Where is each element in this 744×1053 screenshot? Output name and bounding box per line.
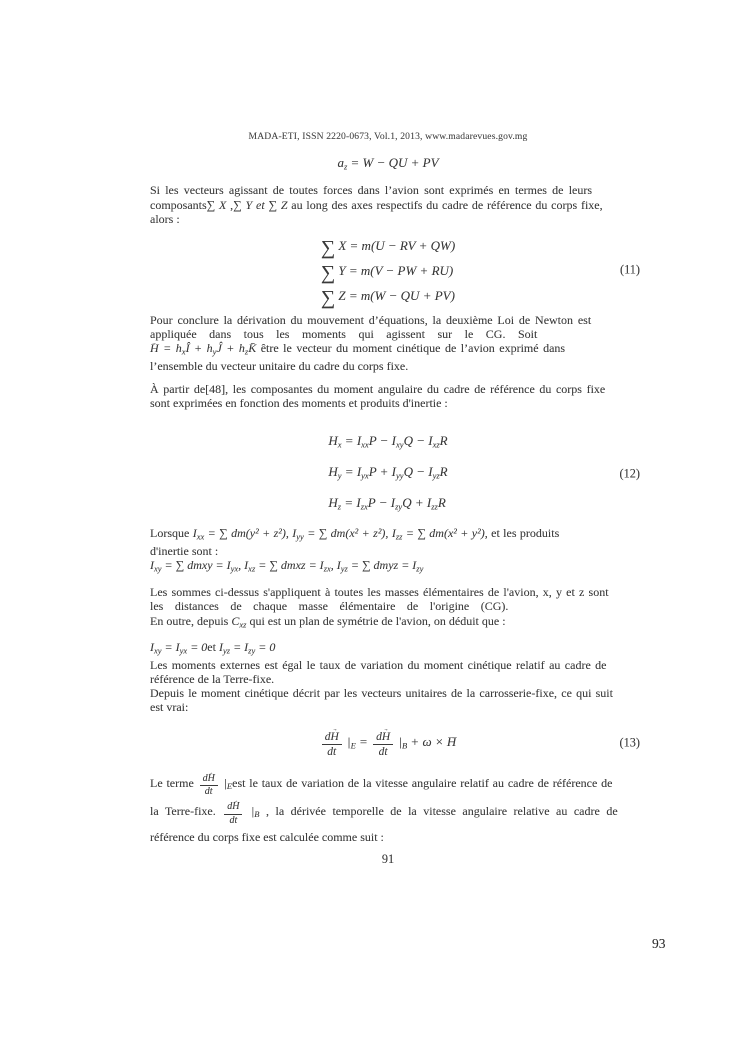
text-line: H → = $h_xÎ$ + $h_yĴ$ + $h_zK̄$ être le vecteur du moment cinétique de l’avion exprimé dans [150, 341, 626, 359]
text-line: référence de la Terre-fixe. [150, 672, 275, 686]
paragraph-newton [150, 313, 626, 373]
paragraph-inertia-definitions [150, 526, 626, 577]
text-line: la Terre-fixe. $\frac{dH \to}{dt}$ $|_B$ , la dérivée temporelle de la vitesse angulaire relative au cadre de [150, 798, 626, 826]
text-line: d'inertie sont : [150, 543, 219, 558]
fraction: $\frac{dH \to}{dt}$ [322, 727, 342, 758]
text-line: $I_{xy}$ = ∑ dmxy = $I_{yx}$, $I_{xz}$ = ∑ dmxz = $I_{zx}$, $I_{yz}$ = ∑ dmyz = $I_{zy}$ [150, 558, 424, 574]
line-inertia-zero [150, 640, 626, 658]
text-line: sont exprimées en fonction des moments et produits d'inertie : [150, 396, 448, 411]
text-line: ∑ Y = m(V − PW + RU) [320, 261, 454, 284]
equation-block-12 [150, 427, 640, 521]
vector-symbol: H → [150, 341, 159, 355]
paragraph-angular-components [150, 382, 626, 410]
text-line: $H_z = I_{zx}P - I_{zy}Q + I_{zz}R$ [328, 495, 446, 512]
text-line: $H_x = I_{xx}P - I_{xy}Q - I_{xz}R$ [328, 432, 448, 449]
folio-number: 93 [652, 936, 666, 951]
equation-number-12: (12) [619, 466, 640, 481]
paragraph-derivative-term [150, 770, 626, 849]
text-line: l’ensemble du vecteur unitaire du cadre du corps fixe. [150, 358, 409, 373]
text-line: alors : [150, 211, 180, 226]
fraction: $\frac{dH \to}{dt}$ [373, 727, 393, 758]
equation-number-11: (11) [619, 262, 640, 277]
text-line: Pour conclure la dérivation du mouvement d’équations, la deuxième Loi de Newton est [150, 312, 592, 327]
vector-symbol: H → [208, 774, 215, 785]
text-line: $\frac{dH \to}{dt}$ $|_E$ = $\frac{dH \to}{dt}$ $|_B + \omega \times H$ → [320, 725, 457, 762]
paragraph-kinetic-moment [150, 686, 626, 714]
equation-block-13 [150, 725, 640, 762]
text-line: En outre, depuis $C_{xz}$ qui est un plan de symétrie de l'avion, on déduit que : [150, 613, 506, 630]
vector-symbol: H → [447, 725, 456, 759]
text-line: Depuis le moment cinétique décrit par les vecteurs unitaires de la carrosserie-fixe, ce qui suit [150, 686, 613, 701]
text-line: ∑ X = m(U − RV + QW) [320, 236, 456, 259]
text-line: Les sommes ci-dessus s'appliquent à toutes les masses élémentaires de l'avion, x, y et z sont [150, 585, 609, 600]
paragraph-forces [150, 183, 626, 226]
text-column [150, 0, 640, 867]
text-line: À partir de[48], les composantes du moment angulaire du cadre de référence du corps fixe [150, 382, 606, 397]
equation-11-rows [321, 233, 455, 308]
text-line: référence du corps fixe est calculée comme suit : [150, 830, 384, 845]
text-line: est vrai: [150, 700, 189, 715]
text-line: ∑ Z = m(W − QU + PV) [320, 286, 455, 309]
text-line: les distances de chaque masse élémentaire de l'origine (CG). [150, 599, 509, 614]
vector-symbol: H → [330, 731, 338, 743]
vector-symbol: H → [232, 802, 239, 813]
paragraph-external-moments [150, 658, 626, 686]
summation-symbol: ∑ [320, 261, 336, 284]
equation-12-rows [328, 427, 447, 521]
equation-number-13: (13) [619, 735, 640, 750]
fraction: $\frac{dH \to}{dt}$ [224, 798, 242, 826]
text-line: Si les vecteurs agissant de toutes forces dans l’avion sont exprimés en termes de leurs [150, 183, 593, 198]
paragraph-elementary-masses [150, 585, 626, 631]
text-line: $H_y = I_{yx}P + I_{yy}Q - I_{yz}R$ [328, 463, 448, 481]
equation-az [150, 155, 626, 171]
equation-block-11 [150, 233, 640, 309]
text-line: $I_{xy} = I_{yx} = 0et$ $I_{yz} = I_{zy} = 0$ [150, 640, 276, 656]
summation-symbol: ∑ [320, 286, 336, 309]
equation-13-row [320, 725, 457, 762]
summation-symbol: ∑ [320, 236, 336, 259]
text-line: appliquée dans tous les moments qui agissent sur le CG. Soit [150, 327, 538, 342]
equation-az-body: $a_z = W$ − QU + PV [337, 155, 439, 172]
text-line: Les moments externes est égal le taux de variation du moment cinétique relatif au cadre de [150, 657, 607, 672]
text-line: Le terme $\frac{dH \to}{dt}$ $|_Eest$ le taux de variation de la vitesse angulaire relatif au cadre de référence de [150, 770, 626, 798]
text-line: composants∑ X ,∑ Y et ∑ Z au long des axes respectifs du cadre de référence du corps fixe, [150, 197, 603, 212]
journal-header: MADA-ETI, ISSN 2220-0673, Vol.1, 2013, www.madarevues.gov.mg [248, 131, 528, 142]
fraction: $\frac{dH \to}{dt}$ [200, 770, 218, 798]
page-number: 91 [381, 852, 395, 867]
text-line: Lorsque $I_{xx}$ = ∑ dm(y² + z²), $I_{yy}$ = ∑ dm(x² + z²), $I_{zz}$ = ∑ dm(x² + y²), et les produits [150, 525, 560, 542]
vector-symbol: H → [382, 731, 390, 743]
